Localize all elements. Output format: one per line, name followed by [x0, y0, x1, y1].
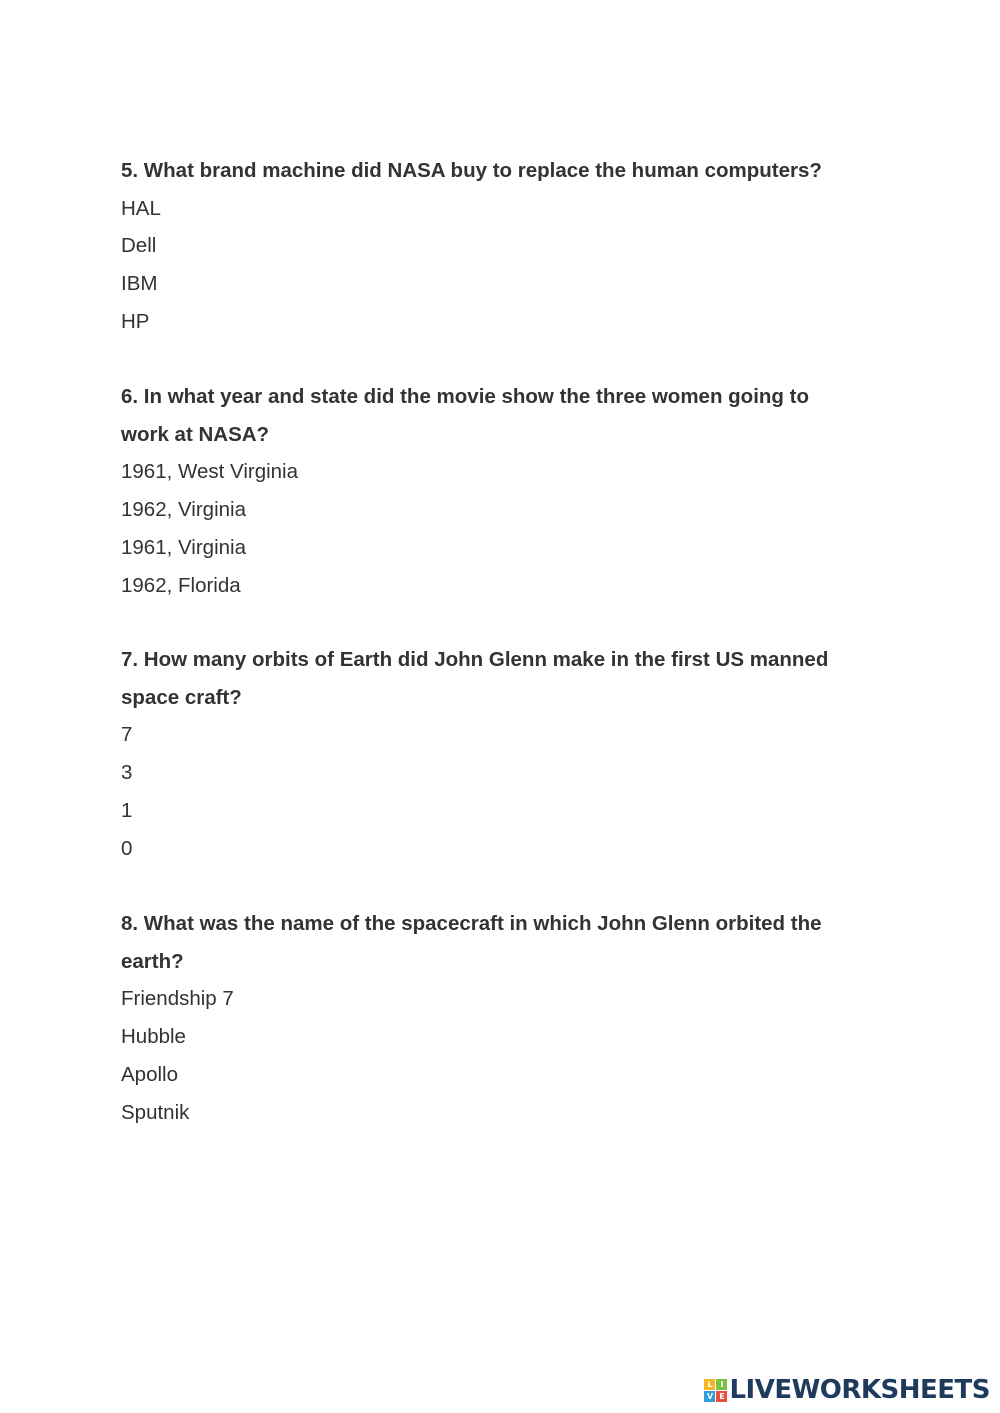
question-8 — [121, 905, 891, 1131]
question-5-text: 5. What brand machine did NASA buy to replace the human computers? — [121, 159, 822, 182]
question-7-option-4[interactable]: 0 — [121, 836, 133, 860]
question-5-option-2[interactable]: Dell — [121, 234, 157, 258]
question-6 — [121, 378, 891, 604]
question-7 — [121, 641, 891, 867]
question-6-text-line-2: work at NASA? — [121, 422, 270, 446]
question-6-option-3[interactable]: 1961, Virginia — [121, 535, 246, 559]
question-8-option-4[interactable]: Sputnik — [121, 1100, 190, 1124]
question-6-option-4[interactable]: 1962, Florida — [121, 573, 241, 597]
question-6-option-1[interactable]: 1961, West Virginia — [121, 460, 299, 484]
logo-mark-letter: L — [704, 1379, 715, 1390]
liveworksheets-logo-icon — [704, 1379, 727, 1402]
question-7-option-1[interactable]: 7 — [121, 723, 133, 747]
liveworksheets-logo[interactable] — [704, 1375, 990, 1405]
question-8-text-line-2: earth? — [121, 949, 184, 973]
liveworksheets-logo-text: LIVEWORKSHEETS — [729, 1375, 990, 1405]
question-5-option-3[interactable]: IBM — [121, 272, 158, 296]
logo-mark-letter: I — [716, 1379, 727, 1390]
question-8-option-3[interactable]: Apollo — [121, 1062, 178, 1086]
question-7-text-line-1: 7. How many orbits of Earth did John Glenn make in the first US manned — [121, 648, 829, 671]
question-8-text-line-1: 8. What was the name of the spacecraft in which John Glenn orbited the — [121, 912, 822, 935]
question-7-option-2[interactable]: 3 — [121, 761, 133, 785]
question-6-text-line-1: 6. In what year and state did the movie show the three women going to — [121, 385, 809, 408]
question-6-option-2[interactable]: 1962, Virginia — [121, 498, 246, 522]
logo-mark-letter: E — [716, 1391, 727, 1402]
question-8-option-1[interactable]: Friendship 7 — [121, 987, 234, 1011]
question-7-option-3[interactable]: 1 — [121, 798, 133, 822]
logo-mark-letter: V — [704, 1391, 715, 1402]
question-5 — [121, 152, 891, 341]
question-7-text-line-2: space craft? — [121, 685, 242, 709]
question-5-option-4[interactable]: HP — [121, 309, 150, 333]
question-5-option-1[interactable]: HAL — [121, 196, 161, 220]
question-8-option-2[interactable]: Hubble — [121, 1025, 186, 1049]
